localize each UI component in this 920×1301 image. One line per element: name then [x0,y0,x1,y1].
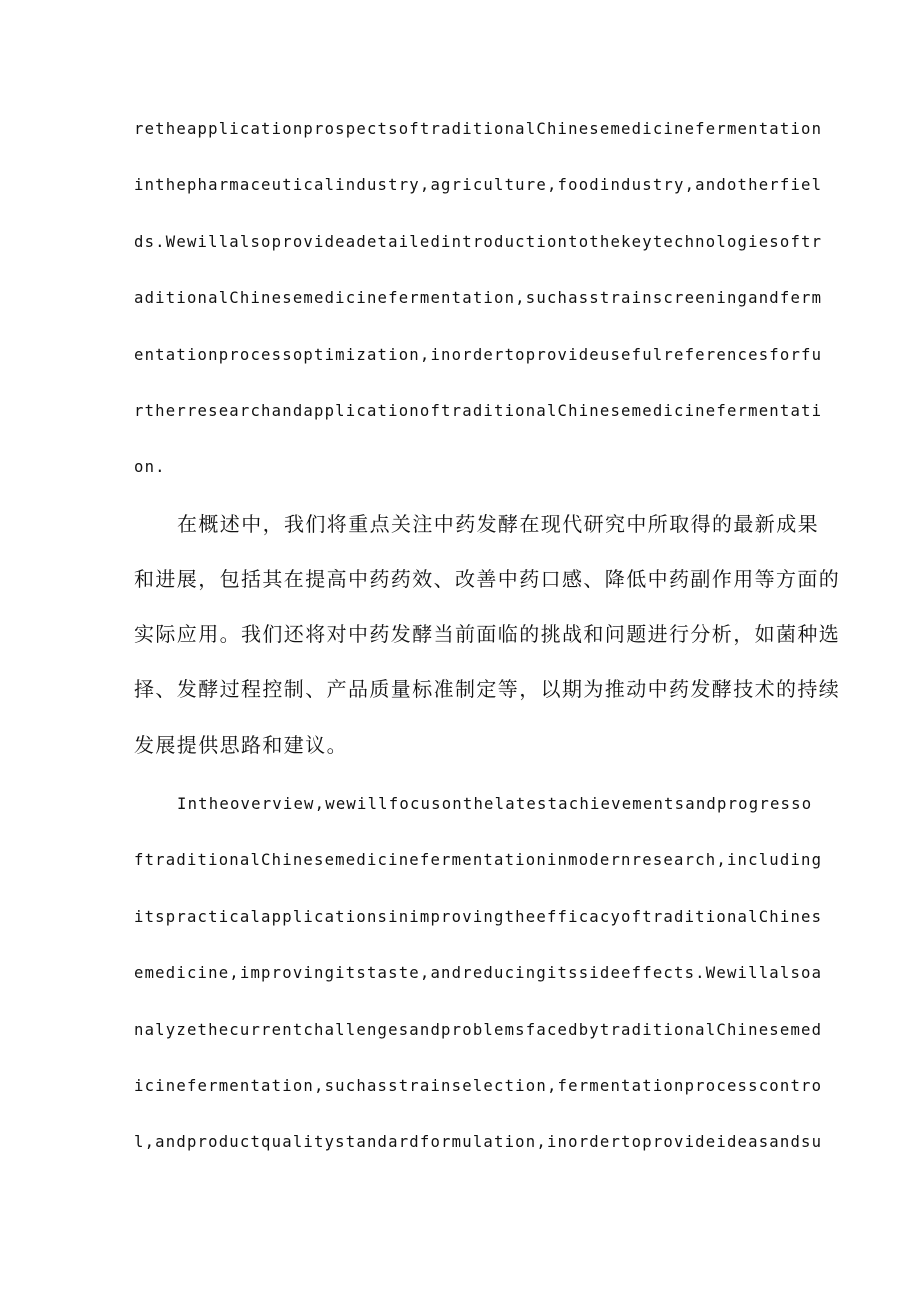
text-line: rtherresearchandapplicationoftraditionalChinesemedicinefermentati [134,402,823,420]
text-line: on. [134,458,166,476]
text-line: icinefermentation,suchasstrainselection,fermentationprocesscontro [134,1077,823,1095]
text-line: itspracticalapplicationsinimprovingtheefficacyoftraditionalChines [134,908,823,926]
text-line: 和进展，包括其在提高中药药效、改善中药口感、降低中药副作用等方面的 [134,567,841,591]
text-line: 发展提供思路和建议。 [134,733,348,757]
text-line: 在概述中，我们将重点关注中药发酵在现代研究中所取得的最新成果 [177,512,819,536]
text-line: ftraditionalChinesemedicinefermentationinmodernresearch,including [134,851,823,869]
text-line: ds.Wewillalsoprovideadetailedintroductiontothekeytechnologiesoftr [134,233,823,251]
text-line: 择、发酵过程控制、产品质量标准制定等，以期为推动中药发酵技术的持续 [134,677,841,701]
text-line: 实际应用。我们还将对中药发酵当前面临的挑战和问题进行分析，如菌种选 [134,622,841,646]
text-line: nalyzethecurrentchallengesandproblemsfacedbytraditionalChinesemed [134,1021,823,1039]
text-line: emedicine,improvingitstaste,andreducingitssideeffects.Wewillalsoa [134,964,823,982]
text-line: l,andproductqualitystandardformulation,inordertoprovideideasandsu [134,1133,823,1151]
text-line: inthepharmaceuticalindustry,agriculture,foodindustry,andotherfiel [134,176,823,194]
text-line: entationprocessoptimization,inordertoprovideusefulreferencesforfu [134,346,823,364]
text-line: Intheoverview,wewillfocusonthelatestachievementsandprogresso [177,795,813,813]
text-line: aditionalChinesemedicinefermentation,suchasstrainscreeningandferm [134,289,823,307]
text-line: retheapplicationprospectsoftraditionalChinesemedicinefermentation [134,120,823,138]
